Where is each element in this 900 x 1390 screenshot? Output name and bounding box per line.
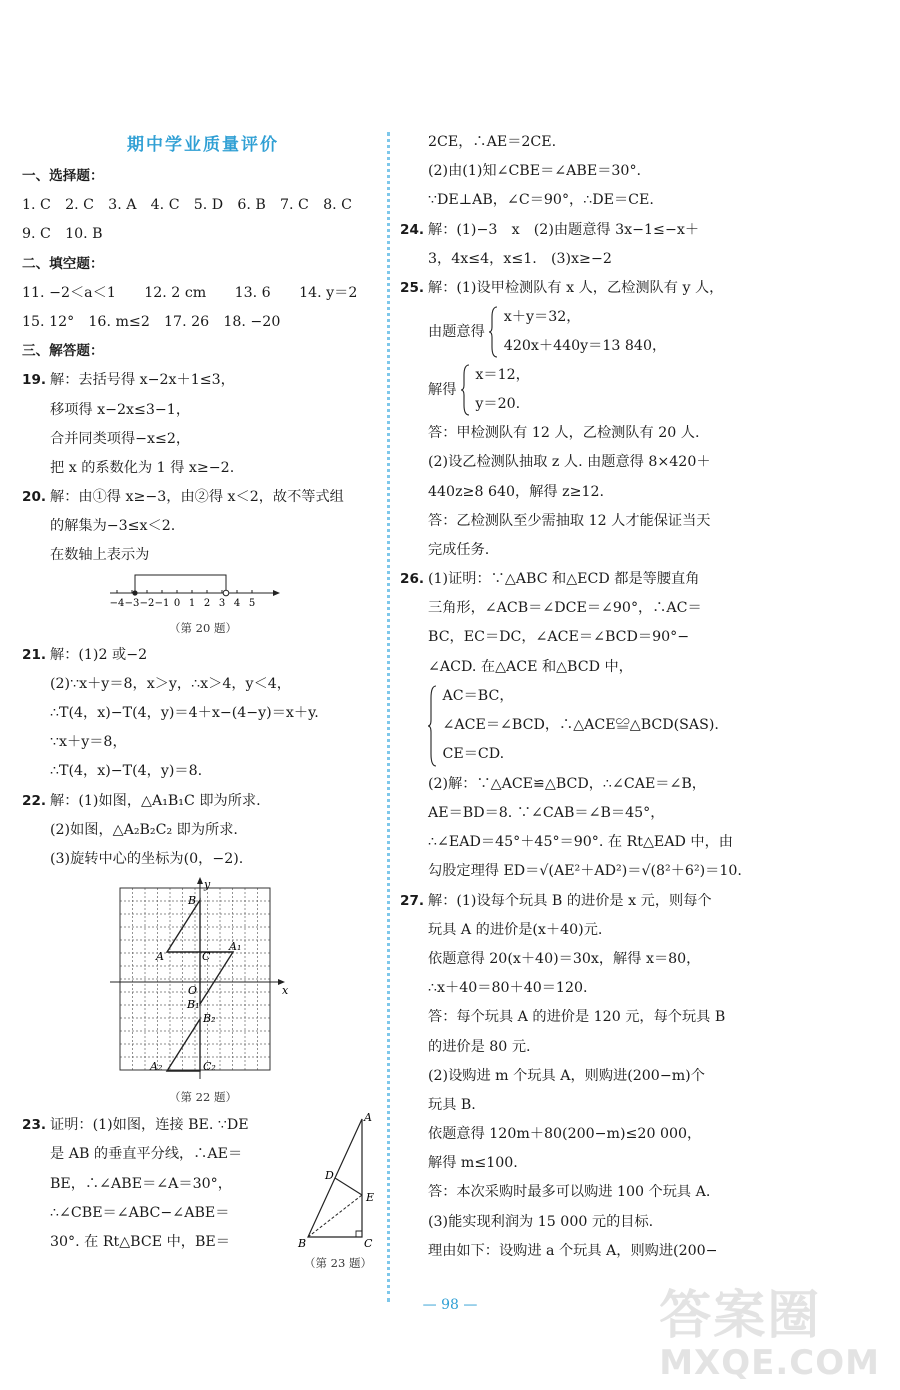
tick-label: 2 — [203, 597, 211, 609]
y-axis-label: y — [204, 878, 211, 892]
q23-line: 证明：(1)如图，连接 BE. ∵DE — [50, 1117, 249, 1134]
equation-line: x＝12， — [475, 367, 530, 384]
solid-dot — [132, 590, 137, 595]
q26-line: (2)解：∵△ACE≌△BCD，∴∠CAE＝∠B， — [428, 775, 706, 792]
choice-answers-1: 1. C 2. C 3. A 4. C 5. D 6. B 7. C 8. C — [22, 197, 353, 214]
fill-answers-1: 11. −2＜a＜1 12. 2 cm 13. 6 14. y＝2 — [22, 284, 358, 301]
tick-label: −3 — [124, 597, 140, 609]
label-b: B — [188, 894, 197, 908]
watermark-line: 答案圈 — [659, 1286, 822, 1346]
q25-line: 完成任务. — [428, 541, 490, 558]
q23-line: 是 AB 的垂直平分线，∴AE＝ — [50, 1146, 243, 1163]
equation-line: y＝20. — [475, 396, 521, 413]
q24-line: 解：(1)−3 x (2)由题意得 3x−1≤−x＋ — [428, 221, 700, 238]
solution-system-1 — [400, 361, 762, 419]
question-23 — [22, 1111, 384, 1271]
q23-continued-line: (2)由(1)知∠CBE＝∠ABE＝30°. — [428, 163, 642, 180]
q25-line: 答：甲检测队有 12 人，乙检测队有 20 人. — [428, 425, 700, 442]
figure-20-caption: （第 20 题） — [169, 620, 237, 635]
q26-line: BC，EC＝DC，∠ACE＝∠BCD＝90°− — [428, 629, 690, 646]
q27-line: ∴x＋40＝80＋40＝120. — [428, 980, 588, 997]
question-21 — [22, 641, 384, 787]
hollow-dot — [223, 590, 229, 596]
q25-line: (2)设乙检测队抽取 z 人. 由题意得 8×420＋ — [428, 454, 711, 471]
q27-line: (3)能实现利润为 15 000 元的目标. — [428, 1213, 654, 1230]
q20-line: 解：由①得 x≥−3，由②得 x＜2，故不等式组 — [50, 489, 344, 506]
q19-line: 合并同类项得−x≤2， — [50, 430, 191, 447]
label-b: B — [298, 1237, 307, 1251]
label-c: C — [202, 950, 211, 964]
section-fill: 二、填空题： — [22, 255, 104, 272]
q21-line: ∴T(4，x)−T(4，y)＝8. — [50, 763, 203, 780]
tick-label: 4 — [233, 597, 241, 609]
tick-label: −1 — [154, 597, 170, 609]
q26-line: AE＝BD＝8. ∵∠CAB＝∠B＝45°， — [428, 805, 665, 821]
page-number: — 98 — — [422, 1297, 478, 1313]
question-25 — [400, 274, 762, 565]
q25-line: 由题意得 — [428, 324, 485, 341]
q26-line: ∴∠EAD＝45°＋45°＝90°. 在 Rt△EAD 中，由 — [428, 834, 733, 851]
question-24 — [400, 216, 762, 274]
number-line-figure — [22, 571, 384, 611]
q27-line: 解得 m≤100. — [428, 1155, 518, 1172]
q21-line: ∵x＋y＝8， — [50, 734, 127, 751]
q20-line: 在数轴上表示为 — [50, 547, 150, 564]
q27-line: 理由如下：设购进 a 个玩具 A，则购进(200− — [428, 1242, 718, 1259]
q19-line: 解：去括号得 x−2x＋1≤3， — [50, 372, 235, 389]
q27-line: 答：每个玩具 A 的进价是 120 元，每个玩具 B — [428, 1009, 726, 1026]
q19-line: 移项得 x−2x≤3−1， — [50, 401, 191, 418]
q27-line: 依题意得 120m＋80(200−m)≤20 000， — [428, 1126, 702, 1143]
q22-line: 解：(1)如图，△A₁B₁C 即为所求. — [50, 792, 261, 809]
left-column — [22, 128, 384, 1271]
q22-line: (2)如图，△A₂B₂C₂ 即为所求. — [50, 821, 238, 838]
label-b1: B₁ — [187, 998, 200, 1012]
equation-line: ∠ACE＝∠BCD，∴△ACE≌△BCD(SAS). — [442, 717, 719, 733]
question-26 — [400, 565, 762, 887]
equation-system-1 — [400, 303, 762, 361]
q27-line: 玩具 A 的进价是(x＋40)元. — [428, 921, 603, 938]
q27-line: 的进价是 80 元. — [428, 1038, 531, 1055]
q21-line: ∴T(4，x)−T(4，y)＝4＋x−(4−y)＝x＋y. — [50, 705, 319, 721]
question-number: 25. — [400, 279, 425, 296]
question-number: 20. — [22, 489, 47, 506]
section-choice: 一、选择题： — [22, 168, 104, 184]
q23-line: ∴∠CBE＝∠ABC−∠ABE＝ — [50, 1204, 230, 1221]
question-number: 24. — [400, 221, 425, 238]
tick-label: 3 — [218, 597, 226, 609]
label-b2: B₂ — [203, 1012, 216, 1026]
q25-line: 440z≥8 640，解得 z≥12. — [428, 483, 605, 500]
q27-line: 依题意得 20(x＋40)＝30x，解得 x＝80， — [428, 950, 701, 967]
q26-line: ∠ACD. 在△ACE 和△BCD 中， — [428, 658, 633, 675]
section-solve: 三、解答题： — [22, 343, 104, 360]
triangle-figure-23 — [292, 1107, 384, 1257]
equation-line: CE＝CD. — [442, 746, 505, 763]
right-column — [400, 128, 762, 1266]
q21-line: 解：(1)2 或−2 — [50, 646, 148, 663]
label-a2: A₂ — [150, 1060, 163, 1074]
congruence-system — [400, 682, 762, 770]
q19-line: 把 x 的系数化为 1 得 x≥−2. — [50, 459, 235, 476]
tick-label: −2 — [139, 597, 155, 609]
tick-label: 5 — [248, 597, 256, 609]
question-22 — [22, 787, 384, 1112]
question-20 — [22, 483, 384, 641]
question-number: 22. — [22, 792, 47, 809]
label-d: D — [325, 1169, 334, 1183]
q23-continued-line: ∵DE⊥AB，∠C＝90°，∴DE＝CE. — [428, 192, 654, 209]
question-number: 26. — [400, 571, 425, 588]
label-a: A — [364, 1111, 372, 1125]
page-title: 期中学业质量评价 — [127, 135, 279, 155]
question-27 — [400, 887, 762, 1266]
grid-figure — [22, 874, 384, 1079]
question-number: 27. — [400, 892, 425, 909]
q20-line: 的解集为−3≤x＜2. — [50, 518, 176, 535]
equation-line: x＋y＝32， — [503, 309, 581, 326]
question-number: 19. — [22, 372, 47, 389]
equation-line: AC＝BC， — [442, 687, 514, 704]
question-number: 23. — [22, 1117, 47, 1134]
q25-line: 答：乙检测队至少需抽取 12 人才能保证当天 — [428, 512, 711, 529]
q23-line: 30°. 在 Rt△BCE 中，BE＝ — [50, 1233, 230, 1250]
q25-line: 解：(1)设甲检测队有 x 人，乙检测队有 y 人， — [428, 279, 724, 296]
label-e: E — [366, 1191, 375, 1205]
question-number: 21. — [22, 646, 47, 663]
q25-line: 解得 — [428, 382, 457, 399]
equation-line: 420x＋440y＝13 840， — [503, 338, 667, 355]
question-19 — [22, 366, 384, 483]
q27-line: 玩具 B. — [428, 1096, 476, 1113]
q21-line: (2)∵x＋y＝8，x＞y，∴x＞4，y＜4， — [50, 675, 291, 692]
q27-line: 解：(1)设每个玩具 B 的进价是 x 元，则每个 — [428, 892, 712, 909]
figure-23-caption: （第 23 题） — [304, 1256, 372, 1271]
q23-continued-line: 2CE，∴AE＝2CE. — [428, 134, 557, 150]
figure-22-caption: （第 22 题） — [169, 1090, 237, 1105]
q26-line: 勾股定理得 ED＝√(AE²＋AD²)＝√(8²＋6²)＝10. — [428, 863, 742, 880]
x-axis-label: x — [282, 984, 289, 998]
tick-label: 1 — [188, 597, 196, 609]
label-a: A — [156, 950, 164, 964]
q27-line: 答：本次采购时最多可以购进 100 个玩具 A. — [428, 1184, 711, 1201]
tick-label: −4 — [109, 597, 125, 609]
choice-answers-2: 9. C 10. B — [22, 226, 103, 243]
q22-line: (3)旋转中心的坐标为(0，−2). — [50, 850, 244, 867]
q26-line: (1)证明：∵△ABC 和△ECD 都是等腰直角 — [428, 571, 700, 588]
q27-line: (2)设购进 m 个玩具 A，则购进(200−m)个 — [428, 1067, 705, 1084]
fill-answers-2: 15. 12° 16. m≤2 17. 26 18. −20 — [22, 313, 281, 330]
q23-line: BE，∴∠ABE＝∠A＝30°， — [50, 1175, 232, 1192]
q24-line: 3，4x≤4，x≤1. (3)x≥−2 — [428, 250, 612, 267]
origin-label: O — [188, 984, 198, 998]
label-a1: A₁ — [229, 940, 242, 954]
watermark-line: MXQE.COM — [659, 1343, 880, 1383]
q26-line: 三角形，∠ACB＝∠DCE＝∠90°，∴AC＝ — [428, 600, 702, 617]
tick-label: 0 — [173, 597, 181, 609]
column-divider — [387, 132, 390, 1302]
watermark-logo — [659, 1288, 880, 1382]
label-c2: C₂ — [203, 1060, 216, 1074]
label-c: C — [364, 1237, 373, 1251]
